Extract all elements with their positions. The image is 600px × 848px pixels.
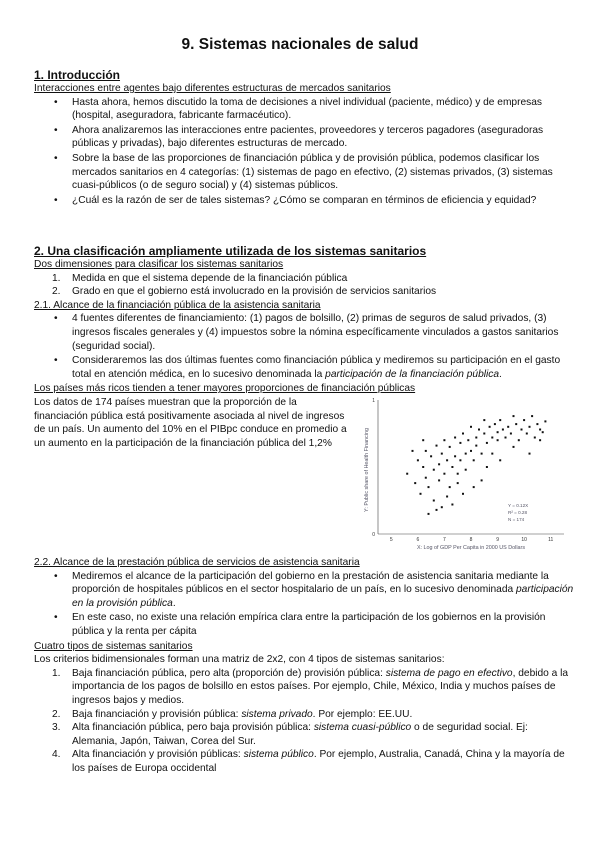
page-title: 9. Sistemas nacionales de salud [181, 36, 419, 53]
text: Alta financiación pública, pero baja provisión pública: [72, 722, 314, 734]
emphasis: sistema cuasi-público [313, 722, 412, 734]
legend-entry: Y = 0.12X [508, 503, 529, 508]
dimensions-list [34, 272, 574, 299]
scatter-point [475, 445, 477, 447]
scatter-point [499, 419, 501, 421]
four-types-list [34, 667, 574, 776]
legend-entry: R² = 0.28 [508, 510, 528, 515]
scatter-point [489, 426, 491, 428]
scatter-point [497, 439, 499, 441]
text: Baja financiación pública, pero alta (proporción de) provisión pública: [72, 667, 386, 679]
scatter-point [483, 433, 485, 435]
text: Baja financiación y provisión pública: [72, 708, 242, 720]
scatter-point [478, 429, 480, 431]
section-2-1-heading: 2.1. Alcance de la financiación pública de la asistencia sanitaria [34, 299, 321, 311]
scatter-point [446, 496, 448, 498]
list-item: 1. Medida en que el sistema depende de la financiación pública [52, 272, 348, 284]
scatter-point [505, 437, 507, 439]
section-2-subheading: Dos dimensiones para clasificar los sistemas sanitarios [34, 259, 284, 270]
scatter-point [473, 459, 475, 461]
scatter-point [433, 500, 435, 502]
scatter-point [441, 506, 443, 508]
scatter-point [513, 446, 515, 448]
list-item: • Sobre la base de las proporciones de financiación pública y de provisión pública, podemos clasificar los mercados sanitarios en 4 categorías: (1) sistemas de pago en efectivo, (2) sistemas privados, (3) sistemas cuasi-públicos (o de seguro social) y (4) sistemas públicos. [34, 152, 574, 193]
scatter-point [422, 439, 424, 441]
scatter-point [449, 446, 451, 448]
scatter-point [412, 450, 414, 452]
scatter-point [510, 433, 512, 435]
scatter-point [457, 482, 459, 484]
scatter-point [451, 504, 453, 506]
scatter-point [465, 469, 467, 471]
list-item: 2. Baja financiación y provisión pública: sistema privado. Por ejemplo: EE.UU. [52, 708, 413, 720]
x-tick-label: 9 [496, 537, 499, 543]
list-item: • Ahora analizaremos las interacciones entre pacientes, proveedores y terceros pagadores (aseguradoras públicas y privadas), bajo diferentes estructuras de mercado. [34, 124, 574, 151]
section-1-bullets [34, 96, 574, 208]
emphasis: participación de la financiación pública [325, 368, 500, 380]
x-tick-label: 6 [416, 537, 420, 543]
text: . [172, 597, 176, 609]
scatter-point [467, 439, 469, 441]
scatter-point [443, 473, 445, 475]
text: Alta financiación y provisión públicas: [72, 749, 244, 761]
scatter-point [454, 455, 456, 457]
scatter-point [475, 437, 477, 439]
y-tick-label: 0 [372, 532, 375, 538]
scatter-point [422, 466, 424, 468]
section-2-1-bullets [34, 312, 574, 381]
scatter-point [486, 466, 488, 468]
scatter-point [414, 482, 416, 484]
scatter-point [428, 486, 430, 488]
scatter-point [430, 455, 432, 457]
y-tick-label: 1 [372, 398, 375, 404]
scatter-point [534, 437, 536, 439]
scatter-point [529, 426, 531, 428]
scatter-point [428, 513, 430, 515]
text: Consideraremos las dos últimas fuentes como financiación pública y mediremos su participación en el gasto total en atención médica, en lo sucesivo denominada la [72, 355, 561, 380]
scatter-point [465, 453, 467, 455]
scatter-point [462, 493, 464, 495]
rich-countries-heading: Los países más ricos tienden a tener mayores proporciones de financiación públicas [34, 383, 416, 395]
scatter-point [406, 473, 408, 475]
scatter-point [436, 509, 438, 511]
scatter-point [425, 450, 427, 452]
scatter-point [446, 459, 448, 461]
points [406, 415, 546, 515]
scatter-point [451, 466, 453, 468]
scatter-point [454, 437, 456, 439]
scatter-point [441, 453, 443, 455]
emphasis: participación en la provisión pública [72, 584, 574, 609]
scatter-point [481, 453, 483, 455]
scatter-point [531, 415, 533, 417]
section-1-heading: 1. Introducción [34, 68, 121, 82]
list-item [34, 354, 574, 381]
scatter-point [539, 429, 541, 431]
scatter-point [470, 450, 472, 452]
x-ticks [390, 537, 554, 543]
x-tick-label: 11 [548, 537, 554, 543]
emphasis: sistema de pago en efectivo [385, 667, 513, 679]
list-item: • 4 fuentes diferentes de financiamiento: (1) pagos de bolsillo, (2) primas de seguros de salud privados, (3) ingresos fiscales generales y (4) impuestos sobre la nómina específicamente vinculados a gastos sanitarios (seguridad social). [34, 312, 574, 353]
scatter-point [499, 459, 501, 461]
scatter-point [529, 453, 531, 455]
section-2-2-bullets [34, 570, 574, 639]
scatter-point [521, 429, 523, 431]
scatter-point [523, 419, 525, 421]
y-ticks [372, 398, 375, 538]
scatter-point [483, 419, 485, 421]
list-item: • Hasta ahora, hemos discutido la toma de decisiones a nivel individual (paciente, médico) y de empresas (hospital, aseguradora, fabricante farmacéutico). [34, 96, 574, 123]
text: , debido a la importancia de los pagos de bolsillo en estos países. Por ejemplo, Chile, México, India y muchos países de ingresos bajos y medios. [72, 667, 569, 706]
text: . [499, 368, 502, 380]
scatter-point [502, 429, 504, 431]
scatter-point [417, 459, 419, 461]
scatter-point [443, 439, 445, 441]
list-item: 3. Alta financiación pública, pero baja provisión pública: sistema cuasi-público o de seguridad social. Ej: Alemania, Japón, Taiwan, Corea del Sur. [52, 722, 528, 747]
emphasis: sistema público [243, 749, 314, 761]
scatter-point [438, 479, 440, 481]
scatter-point [449, 486, 451, 488]
scatter-point [491, 453, 493, 455]
x-axis-label: X: Log of GDP Per Capita in 2000 US Dollars [416, 545, 526, 551]
scatter-point [473, 486, 475, 488]
section-1 [34, 68, 574, 208]
scatter-point [515, 423, 517, 425]
x-tick-label: 5 [389, 537, 393, 543]
scatter-point [433, 469, 435, 471]
four-types-intro: Los criterios bidimensionales forman una matriz de 2x2, con 4 tipos de sistemas sanitarios: [34, 654, 445, 666]
legend-entry: N = 174 [508, 517, 525, 522]
x-tick-label: 7 [443, 537, 446, 543]
scatter-point [420, 493, 422, 495]
scatter-point [544, 420, 546, 422]
scatter-point [486, 442, 488, 444]
scatter-point [536, 423, 538, 425]
text: o de seguridad social. Ej: Alemania, Japón, Taiwan, Corea del Sur. [72, 722, 528, 747]
scatter-point [526, 433, 528, 435]
scatter-chart [358, 394, 568, 552]
x-tick-label: 10 [521, 537, 527, 543]
x-tick-label: 8 [469, 537, 473, 543]
list-item: 1. Baja financiación pública, pero alta (proporción de) provisión pública: sistema de pago en efectivo, debido a la importancia de los pagos de bolsillo en estos países. Por ejemplo, Chile, México, India y muchos países de ingresos bajos y medios. [52, 667, 569, 706]
list-item-text: Grado en que el gobierno está involucrado en la provisión de servicios sanitarios [72, 286, 437, 298]
list-item: 2. Grado en que el gobierno está involucrado en la provisión de servicios sanitarios [52, 286, 437, 298]
section-2-2 [34, 556, 574, 776]
scatter-point [436, 445, 438, 447]
text: . Por ejemplo, Australia, Canadá, China y la mayoría de los países de Europa occidental [72, 749, 565, 774]
emphasis: sistema privado [241, 708, 313, 720]
y-axis-label: Y: Public share of Health Financing [364, 428, 370, 512]
list-item [34, 570, 574, 611]
scatter-point [518, 439, 520, 441]
scatter-point [539, 439, 541, 441]
scatter-point [459, 459, 461, 461]
scatter-point [459, 442, 461, 444]
text: . Por ejemplo: EE.UU. [312, 708, 413, 720]
scatter-point [491, 437, 493, 439]
scatter-point [513, 415, 515, 417]
scatter-point [470, 426, 472, 428]
scatter-point [425, 477, 427, 479]
scatter-point [507, 426, 509, 428]
four-types-heading: Cuatro tipos de sistemas sanitarios [34, 640, 193, 652]
scatter-point [438, 463, 440, 465]
scatter-point [497, 431, 499, 433]
list-item: 4. Alta financiación y provisión públicas: sistema público. Por ejemplo, Australia, Canadá, China y la mayoría de los países de Europa occidental [52, 749, 565, 774]
list-item: • ¿Cuál es la razón de ser de tales sistemas? ¿Cómo se comparan en términos de eficiencia y equidad? [34, 194, 574, 208]
rich-countries-text: Los datos de 174 países muestran que la proporción de la financiación pública está positivamente asociada al nivel de ingresos de un país. Un aumento del 10% en el PIBpc conduce en promedio a un aumento en la participación de la financiación pública del 1,2% [34, 396, 347, 449]
scatter-point [494, 423, 496, 425]
scatter-point [457, 473, 459, 475]
section-1-subheading: Interacciones entre agentes bajo diferentes estructuras de mercados sanitarios [34, 83, 391, 94]
scatter-point [481, 479, 483, 481]
section-2-heading: 2. Una clasificación ampliamente utilizada de los sistemas sanitarios [34, 244, 427, 258]
list-item: • En este caso, no existe una relación empírica clara entre la participación de los gobiernos en la provisión pública y la renta per cápita [34, 611, 574, 638]
scatter-point [542, 431, 544, 433]
list-item-text: Medida en que el sistema depende de la financiación pública [72, 272, 348, 284]
scatter-point [462, 433, 464, 435]
text: Mediremos el alcance de la participación del gobierno en la prestación de asistencia sanitaria mediante la proporción de hospitales públicos en el sector hospitalario de un país, en lo sucesivo denominada [72, 570, 549, 596]
section-2-2-heading: 2.2. Alcance de la prestación pública de servicios de asistencia sanitaria [34, 557, 360, 568]
